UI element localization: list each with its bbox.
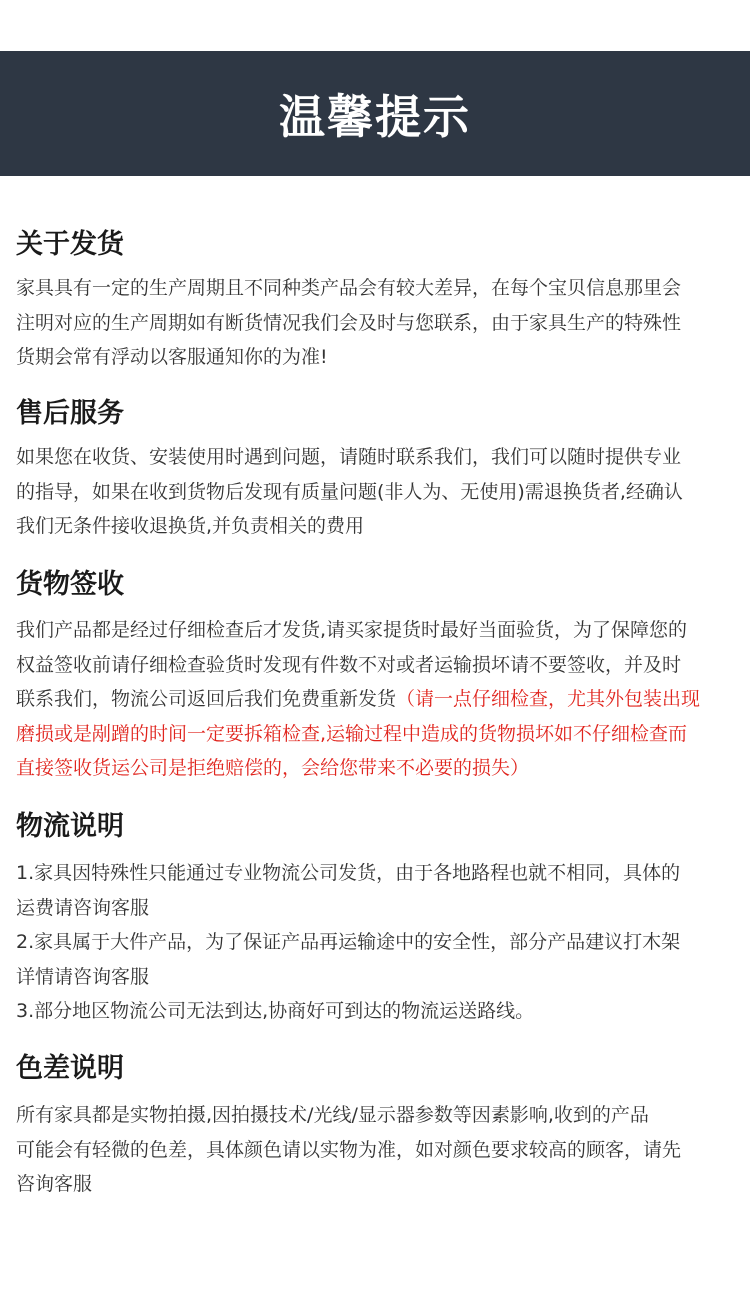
section-color-diff: [16, 1049, 736, 1202]
section-body-after-sales: [16, 440, 736, 544]
section-logistics: [16, 807, 736, 1029]
section-body-shipping: [16, 271, 736, 375]
section-body-color-diff: [16, 1098, 736, 1202]
header-banner: [0, 51, 750, 176]
text-line: 详情请咨询客服: [16, 965, 150, 988]
text-line: 我们产品都是经过仔细检查后才发货,请买家提货时最好当面验货，为了保障您的: [16, 619, 688, 641]
text-line: 货期会常有浮动以客服通知你的为准!: [16, 346, 328, 368]
section-title-shipping: 关于发货: [16, 229, 124, 260]
text-line: 如果您在收货、安装使用时遇到问题，请随时联系我们，我们可以随时提供专业: [16, 446, 682, 468]
text-line: 所有家具都是实物拍摄,因拍摄技术/光线/显示器参数等因素影响,收到的产品: [16, 1104, 649, 1126]
section-receipt: [16, 565, 736, 786]
section-title-receipt: 货物签收: [16, 569, 124, 600]
section-shipping: [16, 225, 736, 375]
section-body-receipt: [16, 613, 736, 786]
text-line: 的指导，如果在收到货物后发现有质量问题(非人为、无使用)需退换货者,经确认: [16, 480, 683, 503]
section-after-sales: [16, 394, 736, 544]
text-segment: 联系我们，物流公司返回后我们免费重新发货: [16, 688, 397, 710]
section-title-color-diff: 色差说明: [16, 1053, 124, 1084]
text-line: [16, 682, 736, 717]
warning-text: 直接签收货运公司是拒绝赔偿的，会给您带来不必要的损失）: [16, 757, 530, 779]
text-line: 注明对应的生产周期如有断货情况我们会及时与您联系，由于家具生产的特殊性: [16, 311, 682, 334]
text-line: 可能会有轻微的色差，具体颜色请以实物为准，如对颜色要求较高的顾客，请先: [16, 1138, 682, 1161]
warning-text: 磨损或是剐蹭的时间一定要拆箱检查,运输过程中造成的货物损坏如不仔细检查而: [16, 722, 688, 745]
text-line: 运费请咨询客服: [16, 896, 150, 919]
section-title-after-sales: 售后服务: [16, 398, 124, 429]
page-title: 温馨提示: [279, 89, 471, 144]
text-line: 2.家具属于大件产品，为了保证产品再运输途中的安全性，部分产品建议打木架: [16, 931, 681, 953]
warning-text: （请一点仔细检查，尤其外包装出现: [396, 688, 701, 710]
text-line: 咨询客服: [16, 1173, 93, 1195]
text-line: 权益签收前请仔细检查验货时发现有件数不对或者运输损坏请不要签收，并及时: [16, 653, 682, 676]
text-line: 家具具有一定的生产周期且不同种类产品会有较大差异，在每个宝贝信息那里会: [16, 277, 682, 299]
text-line: 1.家具因特殊性只能通过专业物流公司发货，由于各地路程也就不相同，具体的: [16, 862, 681, 884]
text-line: 3.部分地区物流公司无法到达,协商好可到达的物流运送路线。: [16, 1000, 535, 1022]
section-title-logistics: 物流说明: [16, 811, 124, 842]
text-line: 我们无条件接收退换货,并负责相关的费用: [16, 515, 365, 537]
section-body-logistics: [16, 856, 736, 1029]
